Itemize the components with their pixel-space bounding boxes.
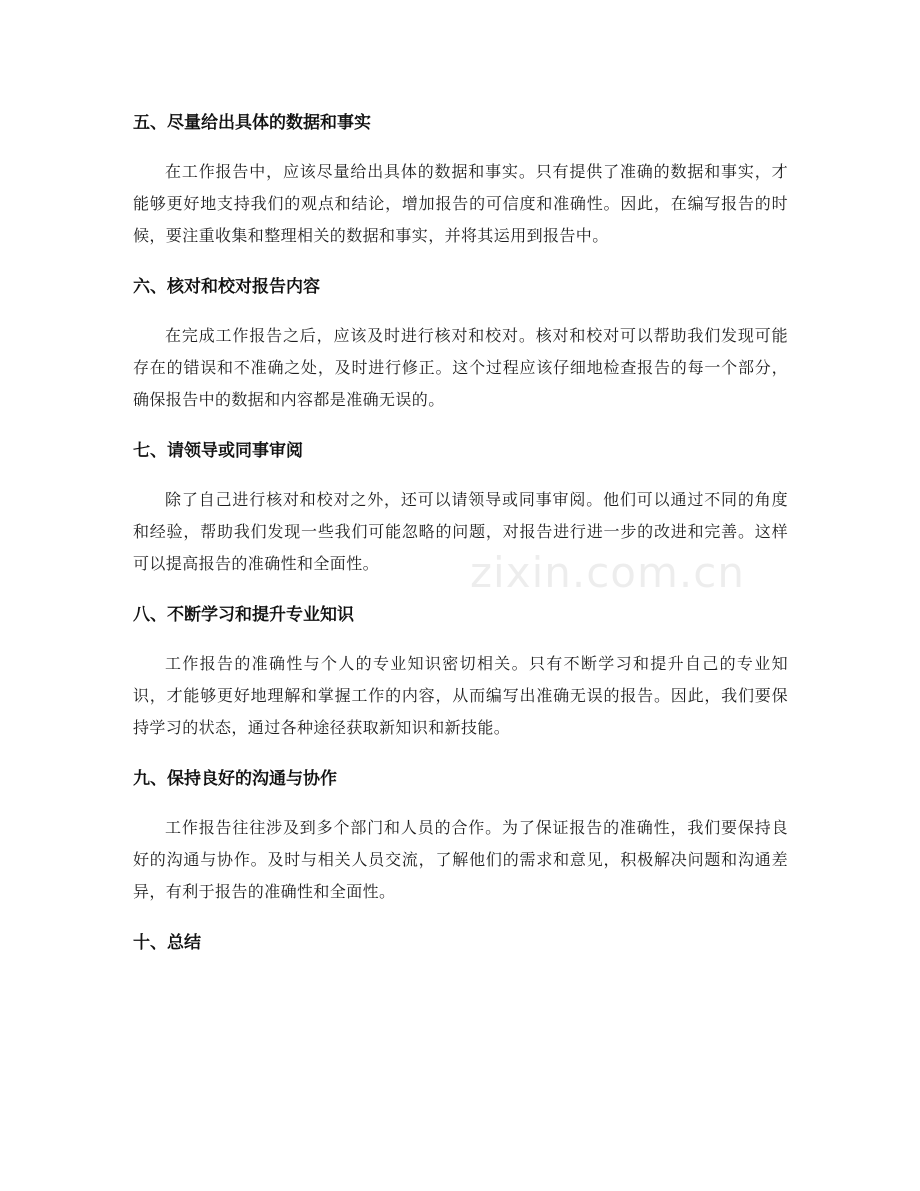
section-paragraph: 工作报告往往涉及到多个部门和人员的合作。为了保证报告的准确性，我们要保持良好的沟通与协作。及时与相关人员交流，了解他们的需求和意见，积极解决问题和沟通差异，有利于报告的准确性和全面性。 bbox=[133, 818, 788, 901]
section-7 bbox=[133, 432, 788, 580]
section-heading: 八、不断学习和提升专业知识 bbox=[133, 605, 354, 625]
section-6 bbox=[133, 268, 788, 416]
section-paragraph: 除了自己进行核对和校对之外，还可以请领导或同事审阅。他们可以通过不同的角度和经验，帮助我们发现一些我们可能忽略的问题，对报告进行进一步的改进和完善。这样可以提高报告的准确性和全面性。 bbox=[133, 490, 788, 573]
section-paragraph: 在工作报告中，应该尽量给出具体的数据和事实。只有提供了准确的数据和事实，才能够更好地支持我们的观点和结论，增加报告的可信度和准确性。因此，在编写报告的时候，要注重收集和整理相关的数据和事实，并将其运用到报告中。 bbox=[133, 162, 788, 245]
section-heading: 六、核对和校对报告内容 bbox=[133, 277, 320, 297]
section-heading: 十、总结 bbox=[133, 933, 201, 953]
section-paragraph: 工作报告的准确性与个人的专业知识密切相关。只有不断学习和提升自己的专业知识，才能够更好地理解和掌握工作的内容，从而编写出准确无误的报告。因此，我们要保持学习的状态，通过各种途径获取新知识和新技能。 bbox=[133, 654, 788, 737]
document-body bbox=[133, 104, 788, 976]
section-heading: 九、保持良好的沟通与协作 bbox=[133, 769, 337, 789]
watermark-text: zixin.com.cn bbox=[470, 548, 745, 597]
section-heading: 七、请领导或同事审阅 bbox=[133, 441, 303, 461]
section-5 bbox=[133, 104, 788, 252]
section-8 bbox=[133, 596, 788, 744]
section-heading: 五、尽量给出具体的数据和事实 bbox=[133, 113, 371, 133]
section-10 bbox=[133, 924, 788, 962]
section-paragraph: 在完成工作报告之后，应该及时进行核对和校对。核对和校对可以帮助我们发现可能存在的错误和不准确之处，及时进行修正。这个过程应该仔细地检查报告的每一个部分，确保报告中的数据和内容都是准确无误的。 bbox=[133, 326, 788, 409]
section-9 bbox=[133, 760, 788, 908]
